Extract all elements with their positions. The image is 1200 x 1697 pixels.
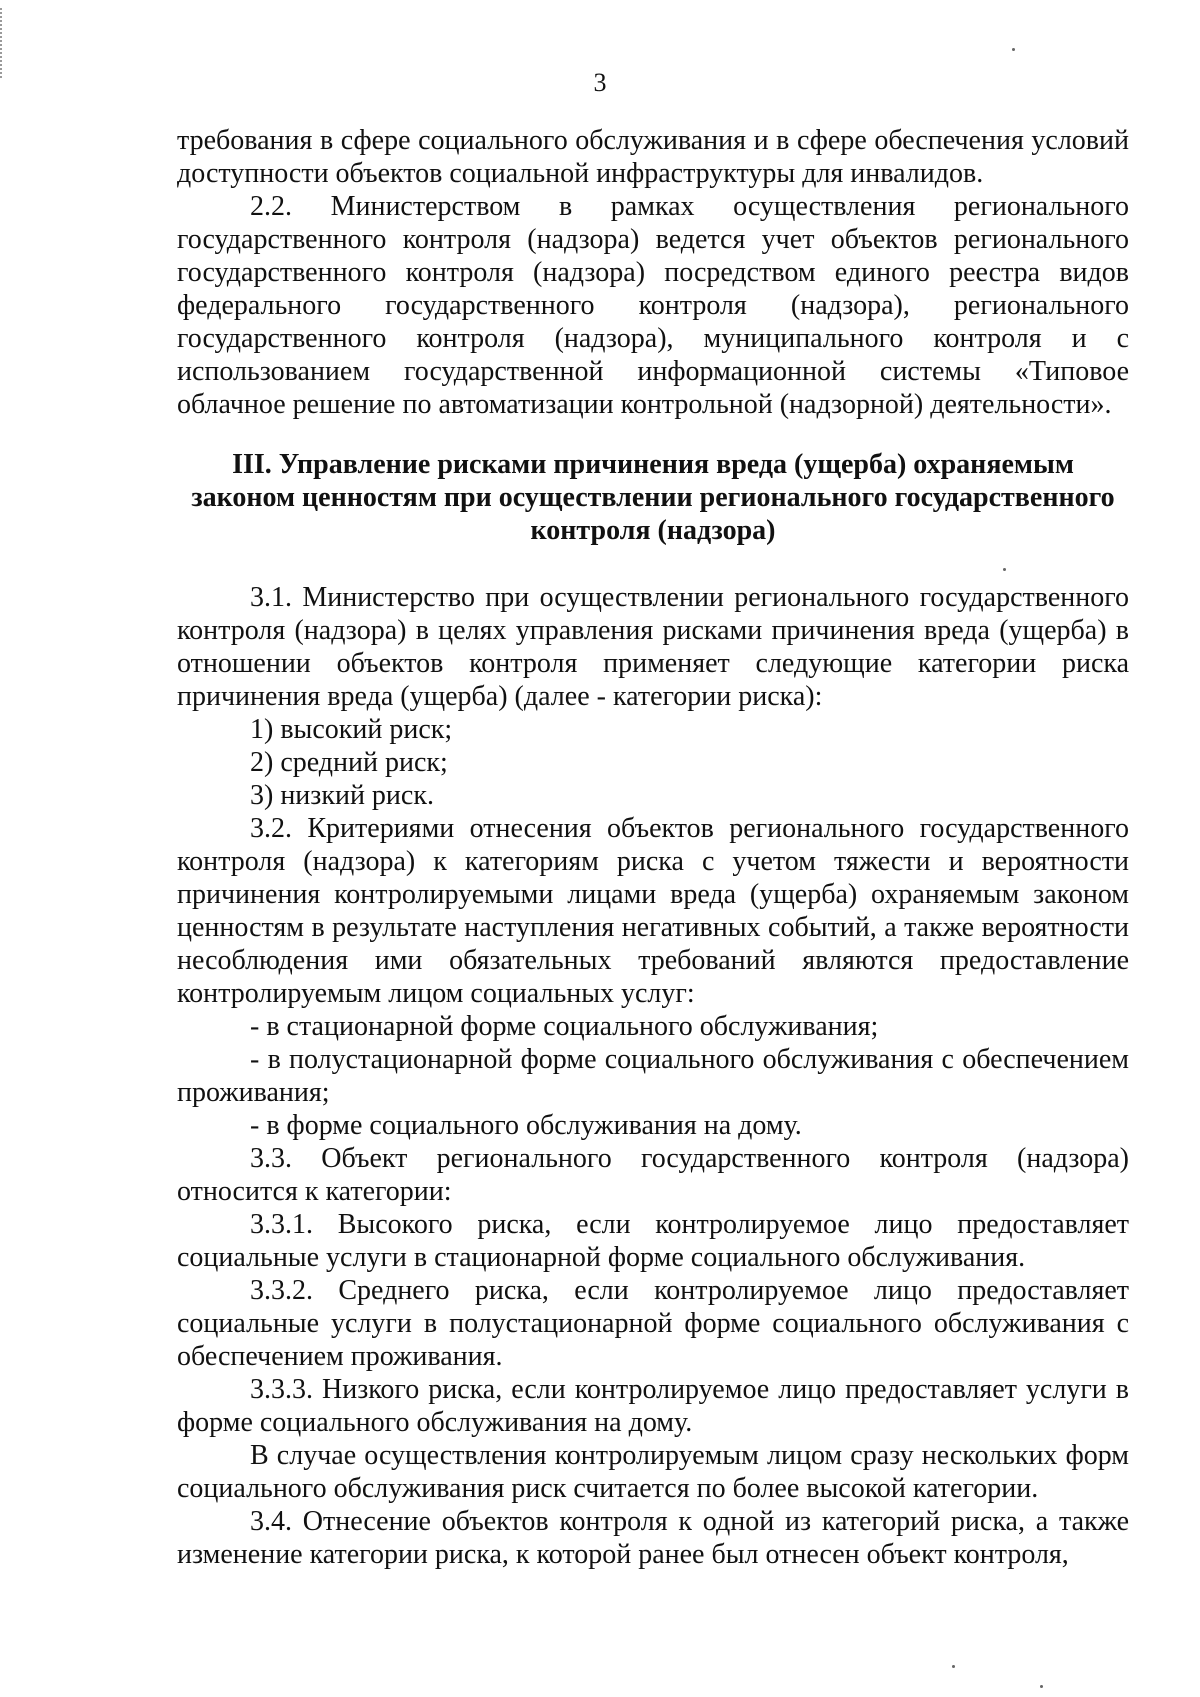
list-item-home-service: - в форме социального обслуживания на дому. — [250, 1110, 802, 1141]
paragraph-3-3-3: 3.3.3. Низкого риска, если контролируемое лицо предоставляет услуги в форме социального обслуживания на дому. — [177, 1374, 1129, 1438]
paragraph-3-3: 3.3. Объект регионального государственного контроля (надзора) относится к категории: — [177, 1143, 1129, 1207]
list-item-stationary: - в стационарной форме социального обслуживания; — [250, 1011, 879, 1042]
list-item-semi-stationary: - в полустационарной форме социального обслуживания с обеспечением проживания; — [177, 1044, 1129, 1108]
paragraph-2-2: 2.2. Министерством в рамках осуществления регионального государственного контроля (надзора) ведется учет объектов регионального государственного контроля (надзора) посредством единого реестра видов федерального государственного контроля (надзора), регионального государственного контроля (надзора), муниципального контроля и с использованием государственной информационной системы «Типовое облачное решение по автоматизации контрольной (надзорной) деятельности». — [177, 191, 1129, 420]
section-heading: III. Управление рисками причинения вреда (ущерба) охраняемым законом ценностям при осуществлении регионального государственного контроля (надзора) — [191, 449, 1115, 546]
paragraph-3-2: 3.2. Критериями отнесения объектов регионального государственного контроля (надзора) к категориям риска с учетом тяжести и вероятности причинения контролируемыми лицами вреда (ущерба) охраняемым законом ценностям в результате наступления негативных событий, а также вероятности несоблюдения ими обязательных требований являются предоставление контролируемым лицом социальных услуг: — [177, 813, 1129, 1009]
scan-speck — [1003, 568, 1006, 571]
paragraph-multiple-forms: В случае осуществления контролируемым лицом сразу нескольких форм социального обслуживания риск считается по более высокой категории. — [177, 1440, 1129, 1504]
list-item-high-risk: 1) высокий риск; — [250, 714, 453, 745]
page-number: 3 — [593, 68, 607, 97]
scan-speck — [952, 1665, 955, 1668]
document-body — [177, 124, 1129, 1571]
scan-speck — [1012, 48, 1015, 51]
paragraph-3-1: 3.1. Министерство при осуществлении регионального государственного контроля (надзора) в целях управления рисками причинения вреда (ущерба) в отношении объектов контроля применяет следующие категории риска причинения вреда (ущерба) (далее - категории риска): — [177, 582, 1129, 712]
list-item-medium-risk: 2) средний риск; — [250, 747, 448, 778]
scan-speck — [1040, 1685, 1043, 1688]
paragraph-3-3-2: 3.3.2. Среднего риска, если контролируемое лицо предоставляет социальные услуги в полустационарной форме социального обслуживания с обеспечением проживания. — [177, 1275, 1129, 1372]
paragraph-3-3-1: 3.3.1. Высокого риска, если контролируемое лицо предоставляет социальные услуги в стационарной форме социального обслуживания. — [177, 1209, 1129, 1273]
list-item-low-risk: 3) низкий риск. — [250, 780, 434, 811]
paragraph-continuation: требования в сфере социального обслуживания и в сфере обеспечения условий доступности объектов социальной инфраструктуры для инвалидов. — [177, 125, 1129, 189]
paragraph-3-4: 3.4. Отнесение объектов контроля к одной из категорий риска, а также изменение категории риска, к которой ранее был отнесен объект контроля, — [177, 1506, 1129, 1570]
